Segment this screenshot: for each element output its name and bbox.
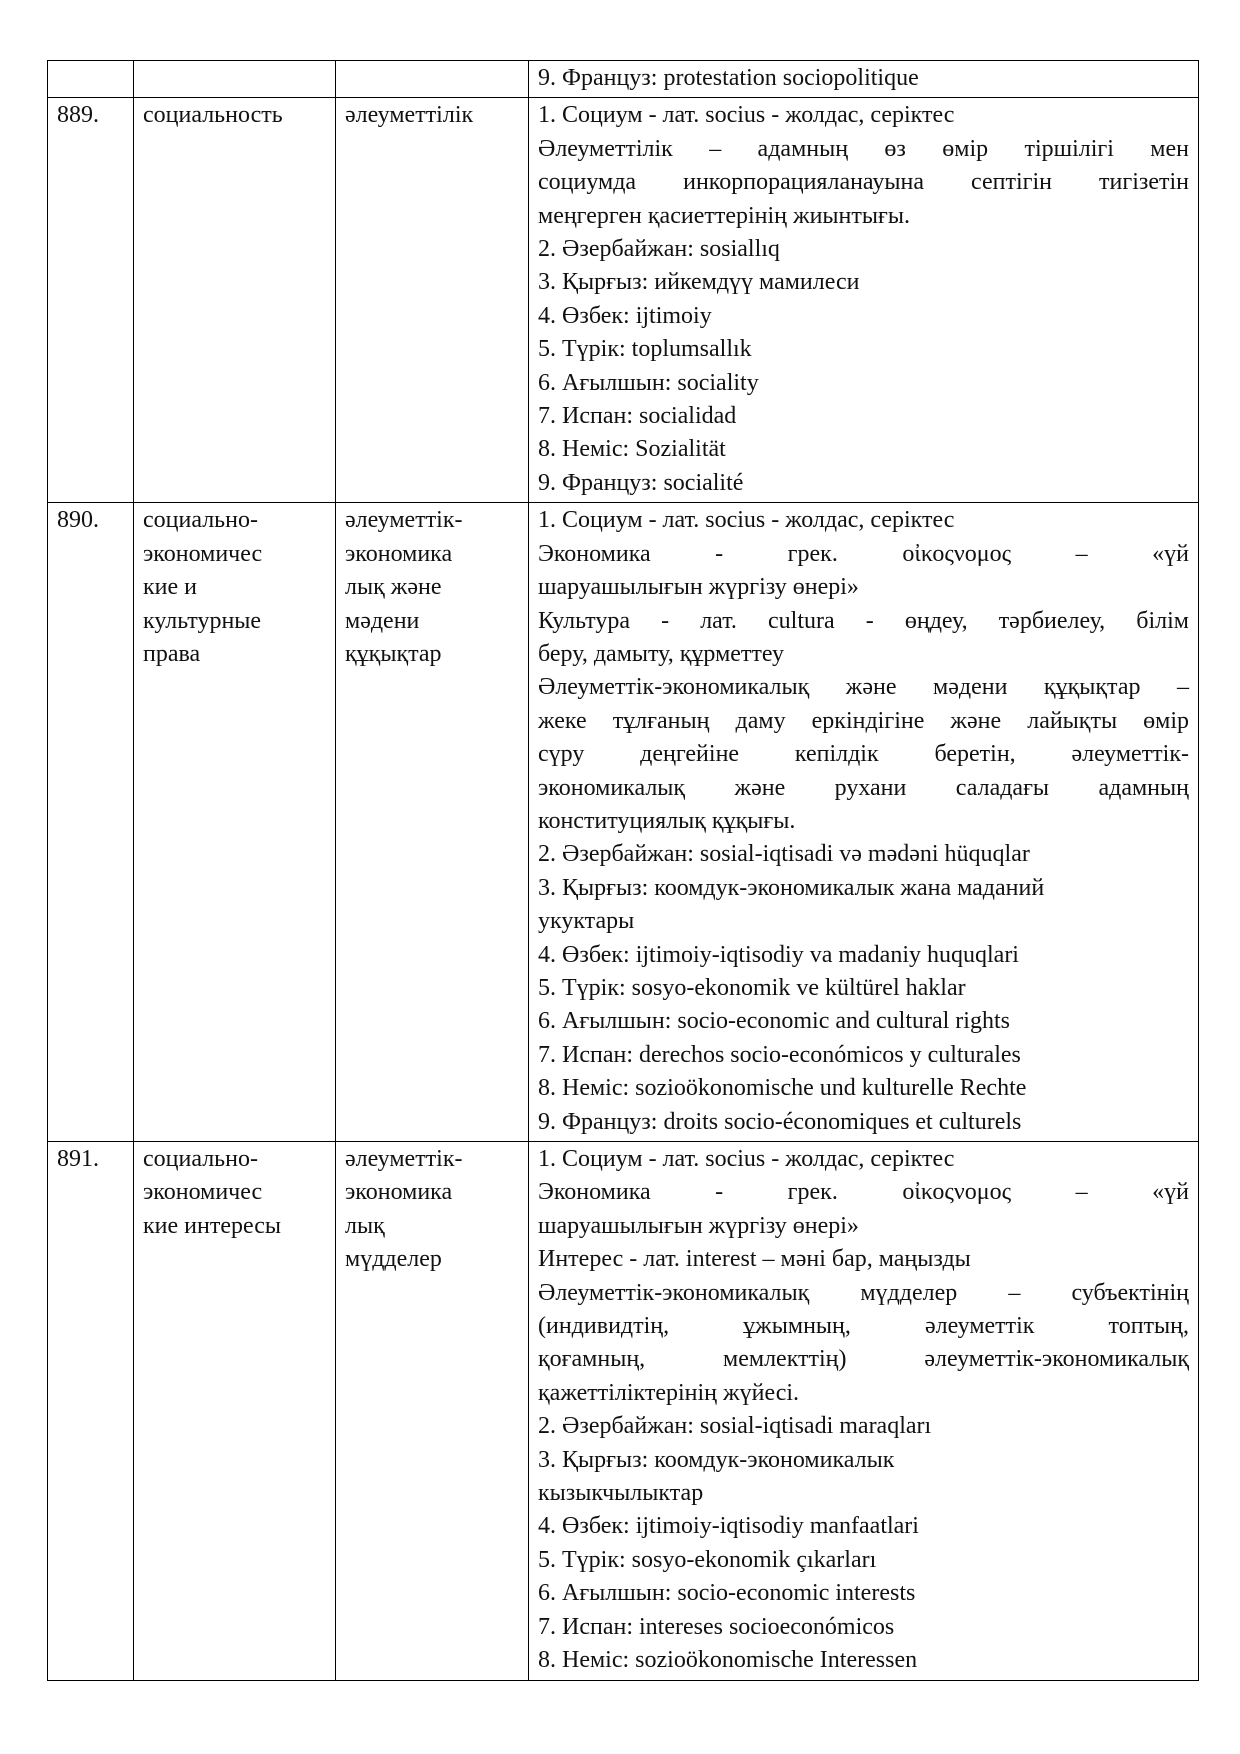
table-row xyxy=(48,61,1199,98)
description-line: Интерес - лат. interest – мәні бар, маңызды xyxy=(538,1246,971,1273)
description-line: 4. Өзбек: ijtimoiy xyxy=(538,302,712,329)
description-line: Әлеуметтік-экономикалық мүдделер – субъектінің xyxy=(538,1279,1189,1306)
description-line: Экономика - грек. οἰκοςνομος – «үй xyxy=(538,1179,1189,1206)
description-line: жеке тұлғаның даму еркіндігіне және лайықты өмір xyxy=(538,707,1189,734)
entry-number: 890. xyxy=(48,503,134,1142)
description-line: 9. Француз: protestation sociopolitique xyxy=(538,65,919,91)
table-row xyxy=(48,503,1199,1142)
description-line: беру, дамыту, құрметтеу xyxy=(538,640,784,667)
term-russian xyxy=(134,503,336,1142)
description-line: укуктары xyxy=(538,908,635,935)
term-kazakh-line: құқықтар xyxy=(345,640,442,667)
description-line: 7. Испан: socialidad xyxy=(538,403,737,430)
description-line: Әлеуметтілік – адамның өз өмір тіршілігі мен xyxy=(538,135,1189,162)
term-kazakh-line: әлеуметтік- xyxy=(345,1146,463,1172)
terminology-table xyxy=(47,60,1199,1681)
table-row xyxy=(48,1142,1199,1681)
term-kazakh-line: мәдени xyxy=(345,607,420,634)
description-line: 9. Француз: droits socio-économiques et culturels xyxy=(538,1108,1022,1135)
description-line: 7. Испан: intereses socioeconómicos xyxy=(538,1613,895,1640)
term-kazakh-line: лық xyxy=(345,1212,385,1239)
term-kazakh-line: экономика xyxy=(345,1179,453,1206)
description-line: 3. Қырғыз: коомдук-экономикалык xyxy=(538,1446,895,1473)
description-line: 2. Әзербайжан: sosial-iqtisadi və mədəni hüquqlar xyxy=(538,841,1030,868)
description-line: 6. Ағылшын: socio-economic interests xyxy=(538,1580,916,1607)
description-line: 6. Ағылшын: sociality xyxy=(538,369,759,396)
term-description xyxy=(529,1142,1199,1681)
entry-number xyxy=(48,61,134,98)
description-line: 6. Ағылшын: socio-economic and cultural rights xyxy=(538,1008,1010,1035)
term-kazakh-line: әлеуметтілік xyxy=(345,102,474,129)
term-russian-line: экономичес xyxy=(143,1179,263,1206)
term-russian-line: социальность xyxy=(143,102,283,129)
description-line: 9. Француз: socialité xyxy=(538,469,744,496)
term-description xyxy=(529,98,1199,503)
table-row xyxy=(48,98,1199,503)
term-russian-line: кие интересы xyxy=(143,1212,282,1239)
description-line: Экономика - грек. οἰκοςνομος – «үй xyxy=(538,540,1189,567)
entry-number: 889. xyxy=(48,98,134,503)
term-russian xyxy=(134,98,336,503)
term-russian-line: кие и xyxy=(143,574,197,601)
table-body xyxy=(48,61,1199,1681)
description-line: (индивидтің, ұжымның, әлеуметтік топтың, xyxy=(538,1313,1189,1340)
description-line: 4. Өзбек: ijtimoiy-iqtisodiy va madaniy huquqlari xyxy=(538,941,1019,968)
description-line: 3. Қырғыз: коомдук-экономикалык жана маданий xyxy=(538,874,1045,901)
description-line: 1. Социум - лат. socius - жолдас, серіктес xyxy=(538,1146,955,1172)
term-russian xyxy=(134,61,336,98)
term-russian-line: социально- xyxy=(143,507,258,534)
description-line: шаруашылығын жүргізу өнері» xyxy=(538,574,859,601)
description-line: 8. Неміс: sozioökonomische und kulturelle Rechte xyxy=(538,1075,1027,1102)
term-description xyxy=(529,61,1199,98)
term-kazakh xyxy=(336,98,529,503)
description-line: 2. Әзербайжан: sosiallıq xyxy=(538,236,780,263)
term-kazakh-line: әлеуметтік- xyxy=(345,507,463,534)
description-line: Культура - лат. cultura - өңдеу, тәрбиелеу, білім xyxy=(538,607,1189,634)
description-line: 2. Әзербайжан: sosial-iqtisadi maraqları xyxy=(538,1413,932,1440)
description-line: шаруашылығын жүргізу өнері» xyxy=(538,1212,859,1239)
description-line: қажеттіліктерінің жүйесі. xyxy=(538,1379,800,1406)
description-line: 1. Социум - лат. socius - жолдас, серіктес xyxy=(538,507,955,534)
description-line: сүру деңгейіне кепілдік беретін, әлеуметтік- xyxy=(538,741,1189,768)
term-russian-line: культурные xyxy=(143,607,262,634)
term-kazakh-line: мүдделер xyxy=(345,1246,442,1273)
description-line: 1. Социум - лат. socius - жолдас, серіктес xyxy=(538,102,955,129)
description-line: Әлеуметтік-экономикалық және мәдени құқықтар – xyxy=(538,674,1189,701)
entry-number: 891. xyxy=(48,1142,134,1681)
term-russian-line: социально- xyxy=(143,1146,258,1172)
document-page xyxy=(47,60,1198,1681)
description-line: 3. Қырғыз: ийкемдүү мамилеси xyxy=(538,269,860,296)
description-line: 5. Түрік: sosyo-ekonomik ve kültürel haklar xyxy=(538,974,966,1001)
description-line: 8. Неміс: sozioökonomische Interessen xyxy=(538,1647,918,1674)
description-line: 8. Неміс: Sozialität xyxy=(538,436,726,463)
term-kazakh xyxy=(336,1142,529,1681)
description-line: 5. Түрік: toplumsallık xyxy=(538,336,752,363)
description-line: қоғамның, мемлекттің) әлеуметтік-экономикалық xyxy=(538,1346,1189,1373)
term-kazakh-line: экономика xyxy=(345,540,453,567)
term-kazakh-line: лық және xyxy=(345,574,442,601)
term-description xyxy=(529,503,1199,1142)
term-russian-line: права xyxy=(143,640,201,667)
description-line: 5. Түрік: sosyo-ekonomik çıkarları xyxy=(538,1546,877,1573)
term-russian-line: экономичес xyxy=(143,540,263,567)
term-russian xyxy=(134,1142,336,1681)
description-line: 7. Испан: derechos socio-económicos y culturales xyxy=(538,1041,1021,1068)
description-line: кызыкчылыктар xyxy=(538,1480,704,1507)
term-kazakh xyxy=(336,503,529,1142)
description-line: конституциялық құқығы. xyxy=(538,807,796,834)
term-kazakh xyxy=(336,61,529,98)
description-line: 4. Өзбек: ijtimoiy-iqtisodiy manfaatlari xyxy=(538,1513,919,1540)
description-line: меңгерген қасиеттерінің жиынтығы. xyxy=(538,202,910,229)
description-line: социумда инкорпорацияланауына септігін тигізетін xyxy=(538,169,1189,196)
description-line: экономикалық және рухани саладағы адамның xyxy=(538,774,1189,801)
